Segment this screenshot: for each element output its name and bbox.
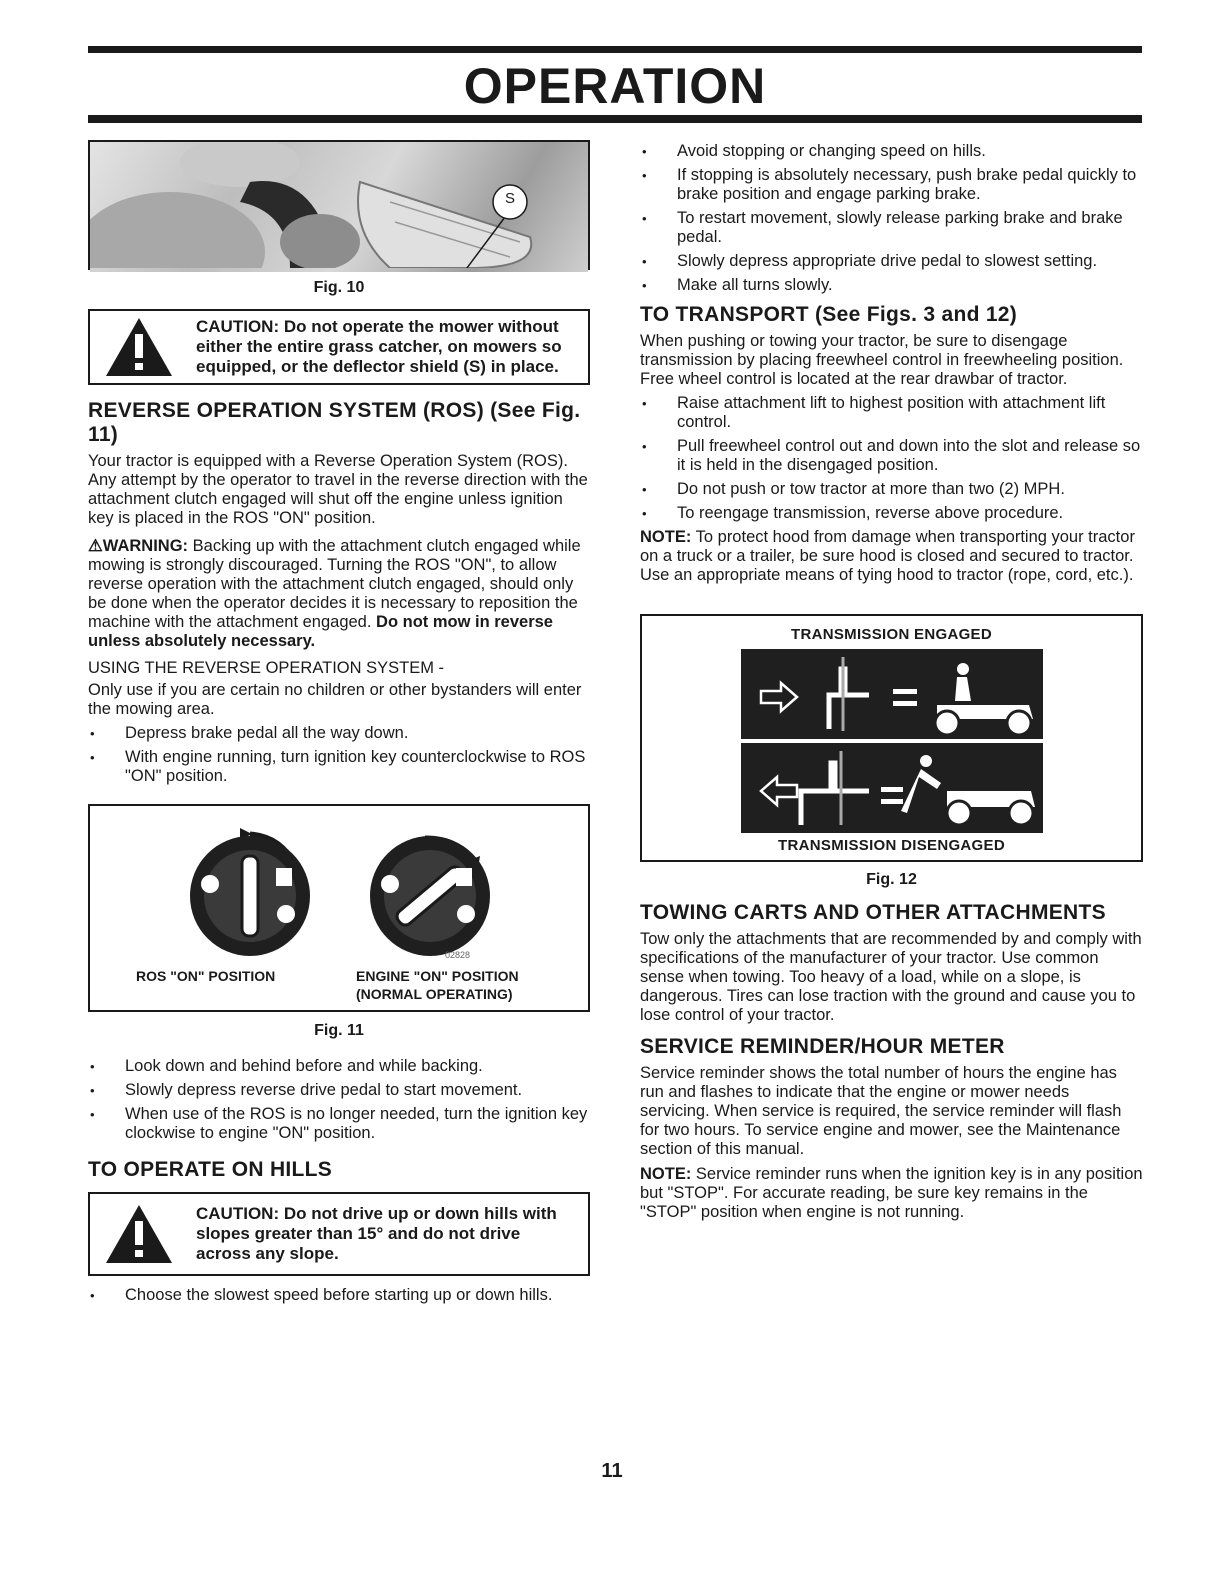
list-item: • To reengage transmission, reverse above procedure. (640, 504, 1143, 523)
note-label: NOTE: (640, 528, 692, 546)
using-ros-text: Only use if you are certain no children or other bystanders will enter the mowing area. (88, 681, 582, 718)
hills-caution-text: CAUTION: Do not drive up or down hills with slopes greater than 15° and do not drive across any slope. (196, 1204, 557, 1263)
fig10-caption: Fig. 10 (313, 279, 365, 296)
transport-note (640, 528, 1143, 585)
warning-triangle-icon (104, 1203, 174, 1265)
page-title: OPERATION (463, 58, 767, 114)
left-column (88, 140, 590, 1310)
list-item: • Make all turns slowly. (640, 276, 1143, 295)
ros-bullets-2 (88, 1057, 590, 1143)
fig11-caption: Fig. 11 (314, 1022, 364, 1039)
ignition-switch-illustration (90, 816, 588, 966)
using-ros-heading: USING THE REVERSE OPERATION SYSTEM - (88, 659, 445, 677)
header-rule-top (88, 46, 1142, 53)
engine-on-position-label: ENGINE "ON" POSITION (356, 968, 519, 984)
warning-label: WARNING: (102, 537, 189, 555)
callout-s-label: S (504, 190, 515, 207)
figure-10 (88, 140, 590, 270)
list-item: • With engine running, turn ignition key counterclockwise to ROS "ON" position. (88, 748, 590, 786)
transmission-disengaged-panel (741, 743, 1043, 833)
note-text: To protect hood from damage when transporting your tractor on a truck or a trailer, be sure hood is closed and secured to tractor. Use an appropriate means of tying hood to tractor (rope, cord, etc.). (640, 528, 1135, 584)
transport-bullets (640, 394, 1143, 523)
fig11-code: 02828 (445, 950, 471, 960)
list-item: • Do not push or tow tractor at more than two (2) MPH. (640, 480, 1143, 499)
towing-text: Tow only the attachments that are recommended by and comply with specifications of the manufacturer of your tractor. Use common sense when towing. Too heavy of a load, while on a slope, is dangerous. Tires can lose traction with the ground and cause you to lose control of your tractor. (640, 930, 1142, 1024)
transport-heading: TO TRANSPORT (See Figs. 3 and 12) (640, 303, 1018, 326)
list-item: • Raise attachment lift to highest position with attachment lift control. (640, 394, 1143, 432)
caution-box-grass-catcher (88, 309, 590, 385)
warning-body: Backing up with the attachment clutch engaged while mowing is strongly discouraged. Turning the ROS "ON", to allow reverse operation with the attachment clutch engaged, should only be done when the operator decides it is necessary to reposition the machine with the attachment engaged. (88, 537, 581, 631)
header-rule-bottom (88, 115, 1142, 123)
transmission-disengaged-label: TRANSMISSION DISENGAGED (778, 837, 1005, 854)
service-note (640, 1165, 1143, 1222)
service-heading: SERVICE REMINDER/HOUR METER (640, 1035, 1005, 1058)
hills-bullets-right (640, 142, 1143, 295)
ros-on-position-label: ROS "ON" POSITION (136, 968, 276, 984)
list-item: • Pull freewheel control out and down into the slot and release so it is held in the disengaged position. (640, 437, 1143, 475)
engaged-lever-icon (741, 649, 1043, 739)
page-number: 11 (601, 1460, 623, 1482)
ros-bullets (88, 724, 590, 786)
list-item: • If stopping is absolutely necessary, push brake pedal quickly to brake position and engage parking brake. (640, 166, 1143, 204)
warning-triangle-icon (104, 316, 174, 378)
hills-heading: TO OPERATE ON HILLS (88, 1158, 333, 1181)
engine-on-switch-icon (370, 836, 490, 956)
right-column (640, 140, 1143, 1222)
normal-operating-label: (NORMAL OPERATING) (356, 986, 513, 1002)
transport-intro: When pushing or towing your tractor, be sure to disengage transmission by placing freewheel control in freewheeling position. Free wheel control is located at the rear drawbar of tractor. (640, 332, 1124, 388)
hills-bullets-left (88, 1286, 590, 1305)
list-item: • Slowly depress reverse drive pedal to start movement. (88, 1081, 590, 1100)
figure-12 (640, 614, 1143, 862)
fig12-caption: Fig. 12 (866, 871, 917, 888)
transmission-engaged-label: TRANSMISSION ENGAGED (790, 626, 992, 643)
warning-small-icon: ⚠ (88, 537, 103, 555)
ros-heading: REVERSE OPERATION SYSTEM (ROS) (See Fig. 11) (88, 399, 581, 446)
list-item: • Depress brake pedal all the way down. (88, 724, 590, 743)
list-item: • Slowly depress appropriate drive pedal to slowest setting. (640, 252, 1143, 271)
warning-bold: Do not mow in reverse unless absolutely necessary. (88, 613, 553, 650)
list-item: • Look down and behind before and while backing. (88, 1057, 590, 1076)
ros-intro: Your tractor is equipped with a Reverse Operation System (ROS). Any attempt by the operator to travel in the reverse direction with the attachment clutch engaged will shut off the engine unless ignition key is placed in the ROS "ON" position. (88, 452, 588, 527)
list-item: • When use of the ROS is no longer needed, turn the ignition key clockwise to engine "ON" position. (88, 1105, 590, 1143)
list-item: • Choose the slowest speed before starting up or down hills. (88, 1286, 590, 1305)
caution-text: CAUTION: Do not operate the mower without either the entire grass catcher, on mowers so equipped, or the deflector shield (S) in place. (196, 317, 562, 376)
service-text: Service reminder shows the total number of hours the engine has run and flashes to indicate that the engine or mower needs servicing. When service is required, the service reminder will flash for two hours. To service engine and mower, see the Maintenance section of this manual. (640, 1064, 1122, 1158)
transmission-engaged-panel (741, 649, 1043, 739)
deflector-shield-photo (90, 142, 588, 272)
list-item: • To restart movement, slowly release parking brake and brake pedal. (640, 209, 1143, 247)
figure-11 (88, 804, 590, 1012)
note-text: Service reminder runs when the ignition key is in any position but "STOP". For accurate reading, be sure key remains in the "STOP" position when engine is not running. (640, 1165, 1143, 1221)
note-label: NOTE: (640, 1165, 692, 1183)
list-item: • Avoid stopping or changing speed on hills. (640, 142, 1143, 161)
caution-box-hills (88, 1192, 590, 1276)
ros-warning (88, 537, 590, 651)
towing-heading: TOWING CARTS AND OTHER ATTACHMENTS (640, 901, 1106, 924)
ros-on-switch-icon (190, 828, 310, 956)
disengaged-lever-icon (741, 743, 1043, 833)
